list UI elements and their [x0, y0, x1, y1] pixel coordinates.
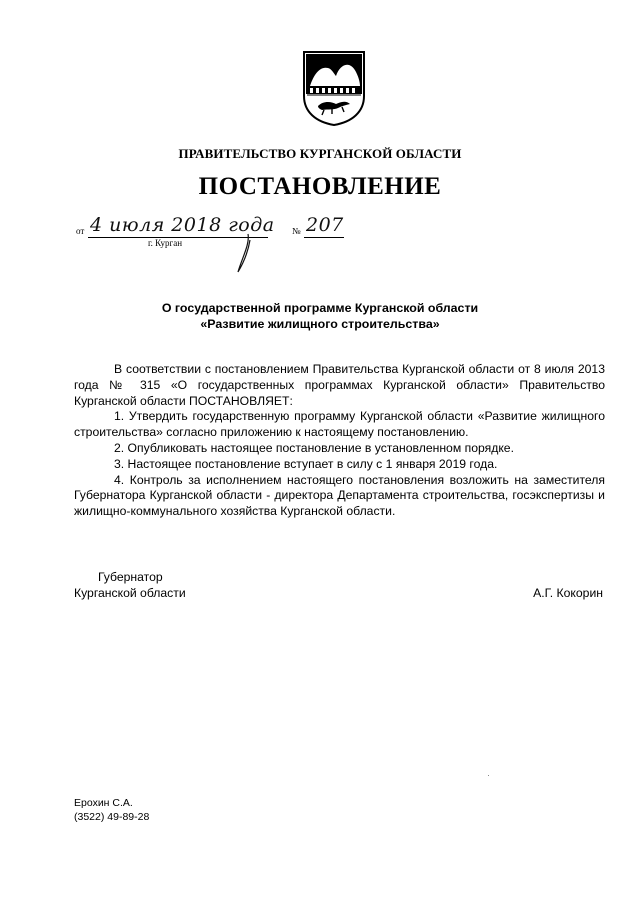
date-number-line — [76, 216, 376, 276]
handwritten-stroke — [234, 232, 264, 276]
signatory-position-line-1: Губернатор — [98, 570, 163, 584]
organization-title: ПРАВИТЕЛЬСТВО КУРГАНСКОЙ ОБЛАСТИ — [178, 146, 462, 161]
body-intro-paragraph: В соответствии с постановлением Правительства Курганской области от 8 июля 2013 года № 315 «О государственных программах Курганской области» Правительство Курганской области ПОСТАНОВЛЯЕТ: — [74, 362, 605, 408]
date-from-label: от — [76, 226, 85, 236]
signatory-name: А.Г. Кокорин — [533, 586, 603, 600]
handwritten-date: 4 июля 2018 года — [90, 214, 275, 236]
coat-of-arms-emblem — [302, 50, 366, 126]
executor-phone: (3522) 49-89-28 — [74, 811, 150, 823]
body-item-2: 2. Опубликовать настоящее постановление в установленном порядке. — [114, 440, 514, 455]
handwritten-number: 207 — [306, 214, 344, 236]
document-subject — [0, 300, 640, 332]
scan-speck — [488, 775, 489, 776]
subject-line-1: О государственной программе Курганской области — [161, 301, 479, 315]
document-body — [74, 362, 605, 520]
executor-name: Ерохин С.А. — [74, 797, 133, 809]
number-label: № — [292, 226, 301, 236]
executor-info — [74, 796, 149, 824]
signatory-position — [74, 570, 186, 602]
subject-line-2: «Развитие жилищного строительства» — [200, 317, 440, 331]
body-item-1: 1. Утвердить государственную программу Курганской области «Развитие жилищного строительства» согласно приложению к настоящему постановлению. — [74, 409, 605, 440]
body-item-3: 3. Настоящее постановление вступает в силу с 1 января 2019 года. — [114, 456, 498, 471]
number-underline — [304, 237, 344, 238]
document-type-title: ПОСТАНОВЛЕНИЕ — [198, 173, 442, 200]
body-item-4: 4. Контроль за исполнением настоящего постановления возложить на заместителя Губернатора Курганской области - директора Департамента строительства, госэкспертизы и жилищно-коммунального хозяйства Курганской области. — [74, 472, 605, 519]
city-label: г. Курган — [148, 238, 183, 248]
signatory-position-line-2: Курганской области — [74, 585, 186, 600]
